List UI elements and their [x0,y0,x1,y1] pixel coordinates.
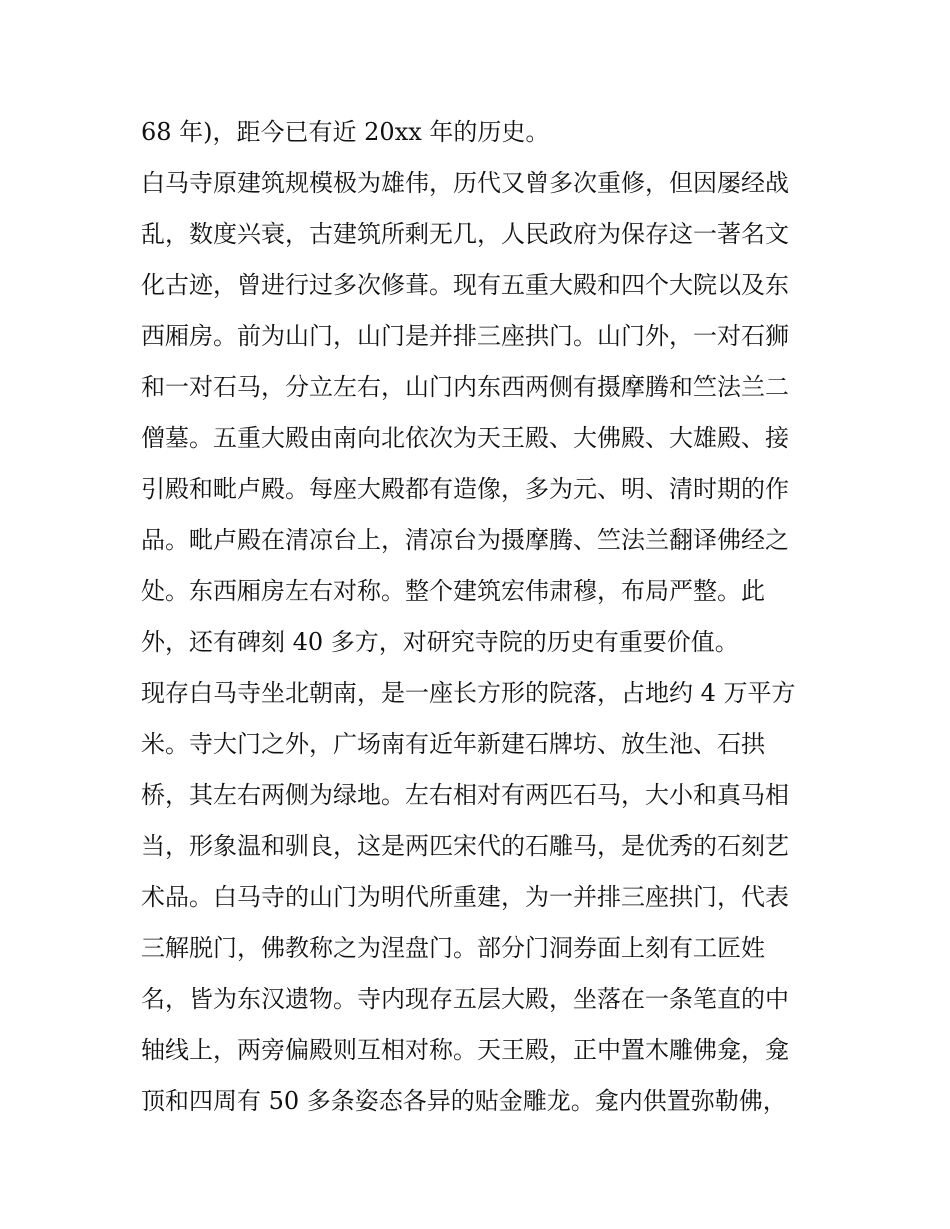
paragraph-1 [141,107,813,158]
text-line: 外，还有碑刻 40 多方，对研究寺院的历史有重要价值。 [141,628,739,656]
text-line: 白马寺原建筑规模极为雄伟，历代又曾多次重修，但因屡经战 [141,169,789,197]
text-line: 品。毗卢殿在清凉台上，清凉台为摄摩腾、竺法兰翻译佛经之 [141,526,789,554]
text-line: 轴线上，两旁偏殿则互相对称。天王殿，正中置木雕佛龛，龛 [141,1036,789,1064]
text-line: 68 年)，距今已有近 20xx 年的历史。 [141,118,550,146]
text-line: 现存白马寺坐北朝南，是一座长方形的院落，占地约 4 万平方 [141,679,796,707]
text-line: 米。寺大门之外，广场南有近年新建石牌坊、放生池、石拱 [141,730,765,758]
paragraph-3 [141,668,813,1127]
text-line: 当，形象温和驯良，这是两匹宋代的石雕马，是优秀的石刻艺 [141,832,789,860]
text-line: 乱，数度兴衰，古建筑所剩无几，人民政府为保存这一著名文 [141,220,789,248]
text-line: 顶和四周有 50 多条姿态各异的贴金雕龙。龛内供置弥勒佛， [141,1087,787,1115]
text-line: 化古迹，曾进行过多次修葺。现有五重大殿和四个大院以及东 [141,271,789,299]
text-line: 三解脱门，佛教称之为涅盘门。部分门洞券面上刻有工匠姓 [141,934,765,962]
text-line: 引殿和毗卢殿。每座大殿都有造像，多为元、明、清时期的作 [141,475,789,503]
document-body [141,107,813,1127]
text-line: 处。东西厢房左右对称。整个建筑宏伟肃穆，布局严整。此 [141,577,765,605]
text-line: 和一对石马，分立左右，山门内东西两侧有摄摩腾和竺法兰二 [141,373,789,401]
text-line: 西厢房。前为山门，山门是并排三座拱门。山门外，一对石狮 [141,322,789,350]
text-line: 名，皆为东汉遗物。寺内现存五层大殿，坐落在一条笔直的中 [141,985,789,1013]
text-line: 术品。白马寺的山门为明代所重建，为一并排三座拱门，代表 [141,883,789,911]
paragraph-2 [141,158,813,668]
text-line: 僧墓。五重大殿由南向北依次为天王殿、大佛殿、大雄殿、接 [141,424,789,452]
text-line: 桥，其左右两侧为绿地。左右相对有两匹石马，大小和真马相 [141,781,789,809]
